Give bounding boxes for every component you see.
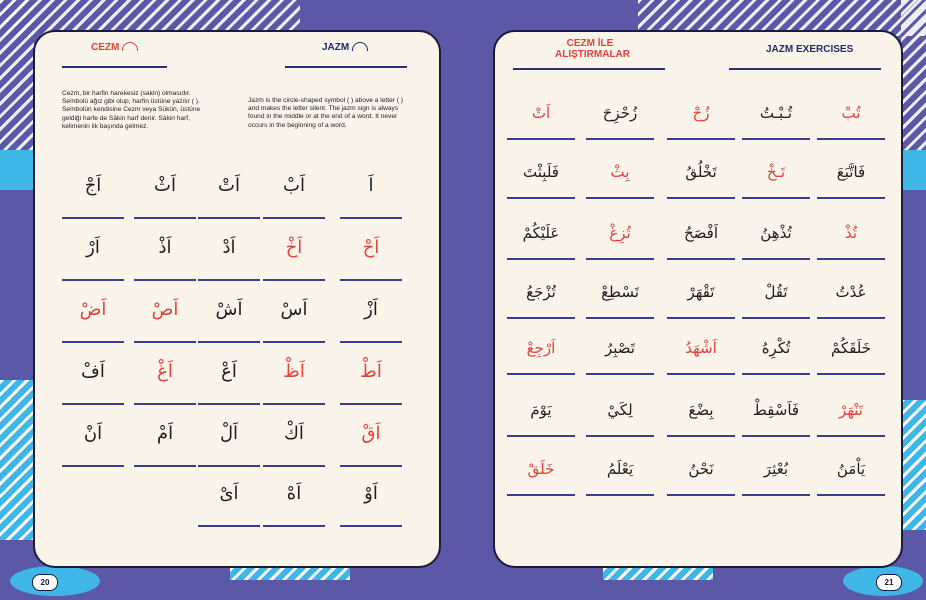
word-underline (507, 317, 575, 319)
arabic-word (496, 401, 586, 419)
cezm-symbol-icon (122, 42, 138, 51)
word-underline (62, 341, 124, 343)
word-underline (134, 279, 196, 281)
word-underline (742, 373, 810, 375)
page-number: 20 (32, 574, 58, 591)
word-red: اَغْ (157, 361, 173, 382)
header-jazm-text: JAZM (322, 42, 350, 53)
word-underline (817, 373, 885, 375)
word-black: اَدْ (222, 237, 236, 258)
arabic-word (496, 460, 586, 478)
word-black: تُـبْـتُ (759, 104, 793, 122)
arabic-word (48, 299, 138, 320)
word-underline (340, 465, 402, 467)
word-underline (198, 525, 260, 527)
arabic-word (326, 361, 416, 382)
word-black: خَلَقَكُمْ (830, 339, 872, 357)
word-underline (263, 525, 325, 527)
word-black: يَاْمَنُ (836, 460, 866, 478)
word-black: اَتْ (218, 175, 240, 196)
turkish-description: Cezm, bir harfin harekesiz (sakin) olmasıdır. Sembolü ağız gibi olup, harfin üstüne yazılır ( ). Sembolün kendisine Cezm veya Sükûn, üstüne geldiği harfe de Sâkin harf denir. Sâkin harf, kelimenin ilk başında gelmez. (62, 90, 201, 130)
word-underline (198, 279, 260, 281)
word-black: اَوْ (364, 483, 378, 504)
arabic-word (656, 460, 746, 478)
word-underline (340, 341, 402, 343)
word-red: زُحْ (692, 104, 710, 122)
arabic-word (575, 104, 665, 122)
word-red: بِثْ (610, 163, 630, 181)
word-underline (263, 279, 325, 281)
word-black: اَكْ (284, 423, 304, 444)
word-black: اَسْ (280, 299, 308, 320)
word-underline (742, 197, 810, 199)
arabic-word (656, 401, 746, 419)
header-cezm-text: CEZM (91, 42, 120, 53)
word-black: نَحْنُ (688, 460, 714, 478)
word-red: تَنْهَرْ (839, 401, 863, 419)
word-red: تَـخْ (766, 163, 786, 181)
word-underline (742, 317, 810, 319)
word-underline (263, 403, 325, 405)
word-red: اَظْ (283, 361, 305, 382)
right-page (463, 0, 926, 600)
word-underline (817, 258, 885, 260)
arabic-word (575, 163, 665, 181)
word-underline (340, 525, 402, 527)
word-black: اَلْ (219, 423, 239, 444)
word-black: زُحْزِحَ (602, 104, 638, 122)
word-underline (817, 317, 885, 319)
word-black: يَوْمَ (530, 401, 552, 419)
header-underline (513, 68, 665, 70)
word-underline (62, 217, 124, 219)
arabic-word (496, 104, 586, 122)
arabic-word (575, 460, 665, 478)
word-underline (198, 465, 260, 467)
word-black: فَلَبِثْتَ (523, 163, 559, 181)
word-underline (586, 494, 654, 496)
word-underline (263, 465, 325, 467)
word-red: اَشْهَدُ (685, 339, 717, 357)
word-underline (586, 138, 654, 140)
word-red: اَضْ (79, 299, 107, 320)
decor-bottom-stripes (603, 568, 713, 580)
header-line1: CEZM İLE (566, 38, 614, 49)
header-underline (285, 66, 407, 68)
word-black: اَفْصَحُ (683, 224, 719, 242)
arabic-word (48, 423, 138, 444)
decor-blue-band (901, 150, 926, 190)
word-red: اَحْ (362, 237, 380, 258)
word-underline (134, 341, 196, 343)
arabic-word (656, 163, 746, 181)
word-underline (586, 373, 654, 375)
word-underline (667, 494, 735, 496)
word-black: بُعْثِرَ (763, 460, 789, 478)
word-red: تُبْ (841, 104, 861, 122)
word-black: تَقْهَرْ (687, 283, 715, 301)
decor-stripes-side (901, 0, 926, 160)
arabic-word (496, 283, 586, 301)
arabic-word (575, 339, 665, 357)
arabic-word (326, 483, 416, 504)
word-underline (62, 465, 124, 467)
word-black: اَنْ (83, 423, 103, 444)
word-underline (134, 217, 196, 219)
word-underline (198, 217, 260, 219)
word-underline (263, 341, 325, 343)
word-underline (742, 138, 810, 140)
header-underline (729, 68, 881, 70)
arabic-word (326, 175, 416, 196)
arabic-word (575, 224, 665, 242)
word-underline (667, 258, 735, 260)
header-exercises-tr (555, 38, 630, 60)
word-underline (667, 197, 735, 199)
word-black: فَاَسْقِطْ (752, 401, 800, 419)
word-underline (817, 197, 885, 199)
word-black: اَثْ (154, 175, 176, 196)
word-underline (742, 435, 810, 437)
arabic-word (184, 483, 274, 504)
word-underline (667, 435, 735, 437)
word-black: لِكَيْ (607, 401, 633, 419)
arabic-word (326, 423, 416, 444)
header-cezm (91, 42, 138, 53)
page-number: 21 (876, 574, 902, 591)
word-black: اَرْ (86, 237, 100, 258)
word-black: عُدْتُ (835, 283, 867, 301)
english-description: Jazm is the circle-shaped symbol ( ) above a letter ( ) and makes the letter silent. The jazm sign is always found in the middle or at the end of a word. It never occurs in the beginning of a word. (248, 97, 404, 129)
word-black: فَاتَّبَعَ (836, 163, 866, 181)
arabic-word (496, 339, 586, 357)
arabic-word (656, 339, 746, 357)
word-underline (586, 197, 654, 199)
decor-stripes-side (0, 0, 34, 160)
arabic-word (656, 283, 746, 301)
word-underline (817, 138, 885, 140)
decor-blue-stripes (901, 400, 926, 530)
word-underline (340, 279, 402, 281)
word-black: تَخْلُقُ (685, 163, 717, 181)
word-underline (62, 279, 124, 281)
word-underline (507, 197, 575, 199)
word-underline (198, 403, 260, 405)
word-black: تُكْرِهُ (761, 339, 791, 357)
word-black: يَعْلَمُ (606, 460, 634, 478)
arabic-word (496, 163, 586, 181)
word-underline (340, 217, 402, 219)
word-black: اَفْ (81, 361, 105, 382)
arabic-word (326, 299, 416, 320)
word-red: خَلَقْ (527, 460, 555, 478)
word-underline (198, 341, 260, 343)
word-underline (340, 403, 402, 405)
word-black: اَزْ (364, 299, 378, 320)
word-underline (507, 494, 575, 496)
word-underline (62, 403, 124, 405)
arabic-word (48, 237, 138, 258)
word-red: اَخْ (285, 237, 303, 258)
word-black: اَهْ (286, 483, 302, 504)
word-black: اَمْ (156, 423, 174, 444)
word-red: تُزِغْ (609, 224, 631, 242)
word-underline (507, 138, 575, 140)
word-black: اَبْ (283, 175, 305, 196)
word-red: اَتْ (531, 104, 551, 122)
word-black: تَسْطِعْ (601, 283, 639, 301)
header-exercises-en: JAZM EXERCISES (766, 44, 854, 55)
word-underline (667, 317, 735, 319)
header-underline (62, 66, 167, 68)
word-underline (667, 138, 735, 140)
word-black: تَصْبِرُ (605, 339, 635, 357)
word-black: اَىْ (219, 483, 239, 504)
word-underline (507, 258, 575, 260)
word-underline (586, 435, 654, 437)
word-black: عَلَيْكُمْ (522, 224, 560, 242)
arabic-word (656, 224, 746, 242)
word-red: اَطْ (360, 361, 382, 382)
header-line2: ALIŞTIRMALAR (555, 49, 630, 60)
arabic-word (575, 283, 665, 301)
word-black: اَ (368, 175, 374, 196)
word-underline (667, 373, 735, 375)
word-black: تُزْجَعُ (526, 283, 556, 301)
arabic-word (656, 104, 746, 122)
arabic-word (48, 361, 138, 382)
decor-blue-stripes (0, 380, 34, 540)
word-red: تُذْ (844, 224, 858, 242)
decor-blue-band (0, 150, 34, 190)
word-underline (817, 494, 885, 496)
word-red: اَصْ (151, 299, 179, 320)
arabic-word (48, 175, 138, 196)
word-black: تُذْهِنُ (760, 224, 792, 242)
word-black: اَجْ (84, 175, 102, 196)
jazm-symbol-icon (352, 42, 368, 51)
word-red: اَرْجِعْ (526, 339, 556, 357)
word-underline (586, 258, 654, 260)
word-black: اَشْ (215, 299, 243, 320)
word-black: اَذْ (158, 237, 172, 258)
word-underline (817, 435, 885, 437)
word-red: اَقْ (361, 423, 381, 444)
word-underline (134, 465, 196, 467)
word-underline (742, 258, 810, 260)
word-underline (742, 494, 810, 496)
header-jazm (322, 42, 368, 53)
word-underline (507, 373, 575, 375)
word-underline (134, 403, 196, 405)
word-underline (586, 317, 654, 319)
arabic-word (326, 237, 416, 258)
word-black: تَقُلْ (764, 283, 788, 301)
arabic-word (575, 401, 665, 419)
word-black: اَعْ (221, 361, 237, 382)
word-black: بِضْعَ (688, 401, 714, 419)
decor-bottom-stripes (230, 568, 350, 580)
word-underline (507, 435, 575, 437)
word-underline (263, 217, 325, 219)
arabic-word (496, 224, 586, 242)
